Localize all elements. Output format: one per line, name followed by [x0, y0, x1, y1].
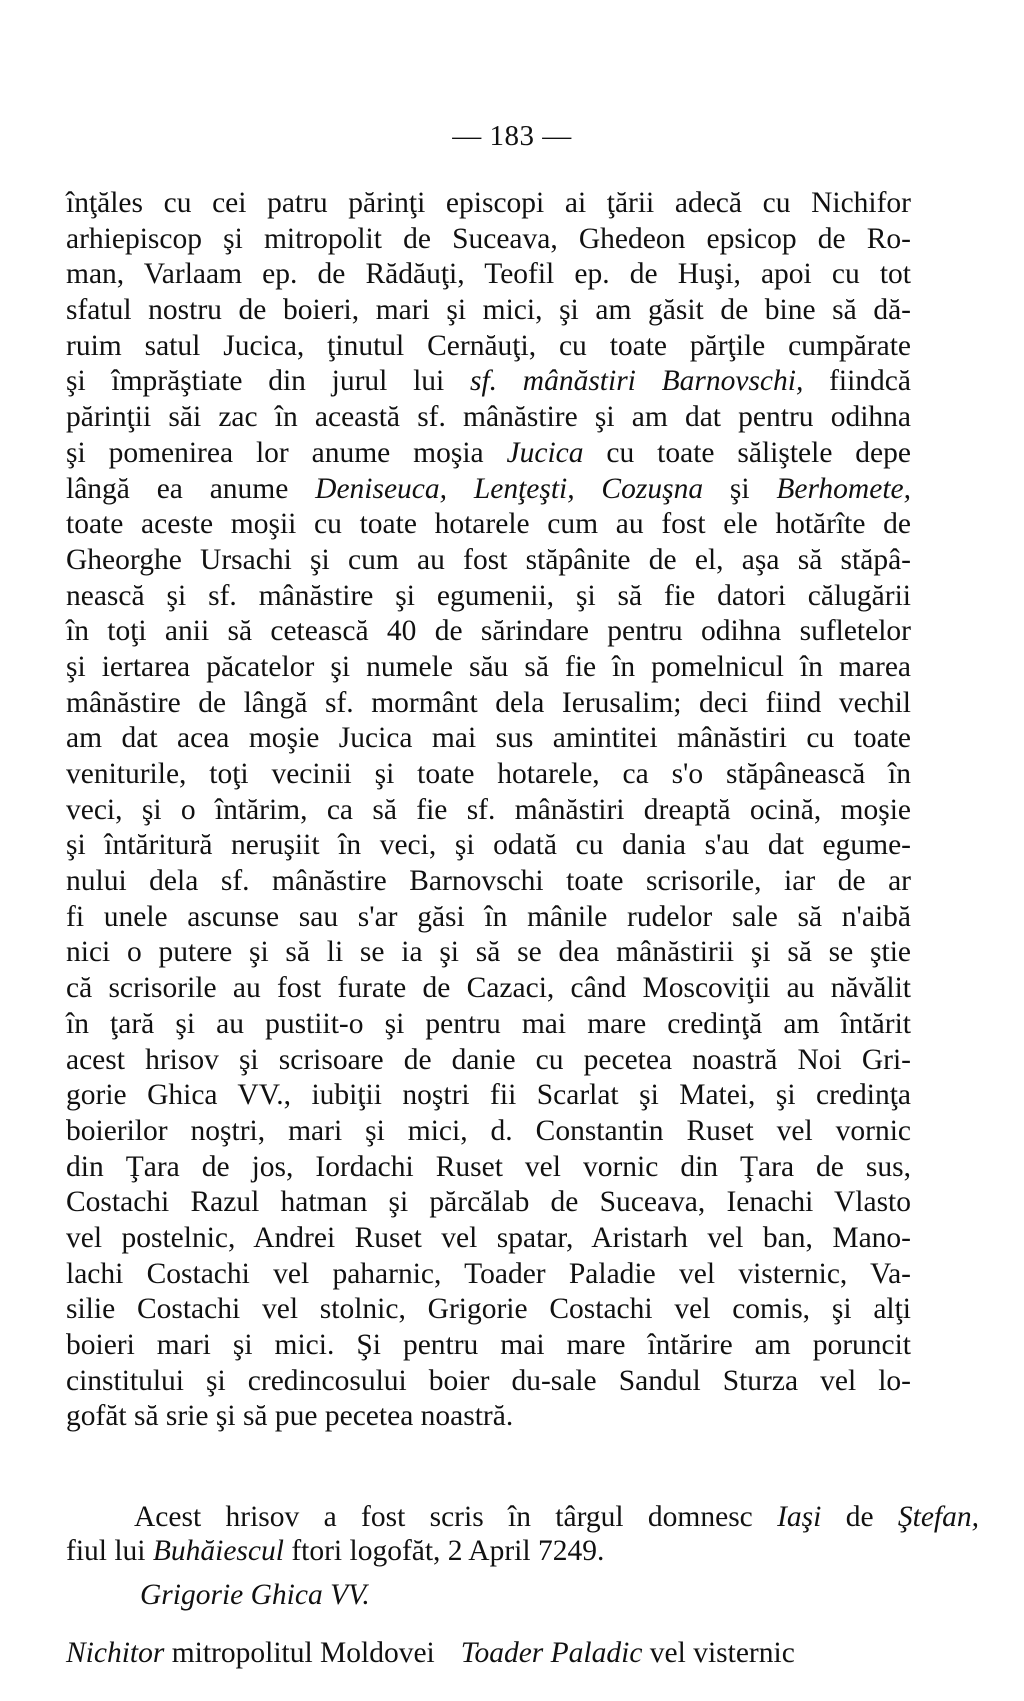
- body-text-line: ruim satul Jucica, ţinutul Cernăuţi, cu toate părţile cumpărate: [66, 329, 911, 362]
- body-text-line: veniturile, toţi vecinii şi toate hotarele, ca s'o stăpânească în: [66, 758, 911, 790]
- body-text-line: gorie Ghica VV., iubiţii noştri fii Scarlat şi Matei, şi credinţa: [66, 1079, 911, 1112]
- body-text-line: nului dela sf. mânăstire Barnovschi toate scrisorile, iar de ar: [66, 865, 911, 898]
- body-text-line: şi pomenirea lor anume moşia Jucica cu toate săliştele depe: [66, 436, 911, 469]
- metropolitan-title: mitropolitul Moldovei: [171, 1637, 435, 1669]
- colophon-line: Acest hrisov a fost scris în târgul domnesc Iaşi de Ştefan,: [134, 1501, 979, 1533]
- body-text-line: şi împrăştiate din jurul lui sf. mânăstiri Barnovschi, fiindcă: [66, 365, 911, 398]
- body-text-line: veci, şi o întărim, ca să fie sf. mânăstiri dreaptă ocină, moşie: [66, 793, 911, 826]
- body-text-line: în ţară şi au pustiit-o şi pentru mai mare credinţă am întărit: [66, 1007, 911, 1040]
- body-text-line: Costachi Razul hatman şi părcălab de Suceava, Ienachi Vlasto: [66, 1186, 911, 1219]
- main-text: [66, 186, 911, 1435]
- body-text-line: vel postelnic, Andrei Ruset vel spatar, Aristarh vel ban, Mano-: [66, 1221, 911, 1254]
- body-text-line: am dat acea moşie Jucica mai sus amintitei mânăstiri cu toate: [66, 722, 911, 755]
- body-text-line: boierilor noştri, mari şi mici, d. Constantin Ruset vel vornic: [66, 1114, 911, 1147]
- body-text-line: cinstitului şi credincosului boier du-sale Sandul Sturza vel lo-: [66, 1364, 911, 1397]
- body-text-line: lângă ea anume Deniseuca, Lenţeşti, Cozuşna şi Berhomete,: [66, 472, 911, 505]
- body-text-line: şi iertarea păcatelor şi numele său să fie în pomelnicul în marea: [66, 650, 911, 683]
- body-text-line: în toţi anii să cetească 40 de sărindare pentru odihna sufletelor: [66, 615, 911, 648]
- body-text-line: mânăstire de lângă sf. mormânt dela Ierusalim; deci fiind vechil: [66, 686, 911, 719]
- body-text-line: că scrisorile au fost furate de Cazaci, când Moscoviţii au năvălit: [66, 972, 911, 1005]
- body-text-line: gofăt să srie şi să pue pecetea noastră.: [66, 1400, 514, 1433]
- body-text-line: sfatul nostru de boieri, mari şi mici, şi am găsit de bine să dă-: [66, 294, 911, 327]
- metropolitan-name: Nichitor: [66, 1637, 165, 1669]
- body-text-line: silie Costachi vel stolnic, Grigorie Costachi vel comis, şi alţi: [66, 1293, 911, 1326]
- body-text-line: nici o putere şi să li se ia şi să se dea mânăstirii şi să se ştie: [66, 936, 911, 969]
- body-text-line: lachi Costachi vel paharnic, Toader Paladie vel visternic, Va-: [66, 1257, 911, 1290]
- body-text-line: Gheorghe Ursachi şi cum au fost stăpânite de el, aşa să stăpâ-: [66, 543, 911, 576]
- treasurer-name: Toader Paladic: [460, 1637, 643, 1669]
- body-text-line: man, Varlaam ep. de Rădăuţi, Teofil ep. de Huşi, apoi cu tot: [66, 258, 911, 291]
- prince-name: Grigorie Ghica VV.: [140, 1579, 370, 1611]
- body-text-line: înţăles cu cei patru părinţi episcopi ai ţării adecă cu Nichifor: [66, 187, 911, 219]
- body-text-line: şi întăritură neruşiit în veci, şi odată cu dania s'au dat egume-: [66, 829, 911, 862]
- body-text-line: nească şi sf. mânăstire şi egumenii, şi să fie datori călugării: [66, 579, 911, 612]
- body-text-line: fi unele ascunse sau s'ar găsi în mânile rudelor sale să n'aibă: [66, 900, 911, 933]
- signature-line: [66, 1637, 795, 1670]
- treasurer-title: vel visternic: [649, 1637, 795, 1669]
- body-text-line: din Ţara de jos, Iordachi Ruset vel vornic din Ţara de sus,: [66, 1150, 911, 1183]
- colophon: [66, 1500, 979, 1568]
- signature-prince: [140, 1579, 370, 1612]
- colophon-line: fiul lui Buhăiescul ftori logofăt, 2 April 7249.: [66, 1535, 605, 1567]
- page-number: — 183 —: [452, 120, 572, 152]
- body-text-line: părinţii săi zac în această sf. mânăstire şi am dat pentru odihna: [66, 401, 911, 434]
- body-text-line: toate aceste moşii cu toate hotarele cum au fost ele hotărîte de: [66, 508, 911, 541]
- body-text-line: arhiepiscop şi mitropolit de Suceava, Ghedeon epsicop de Ro-: [66, 222, 911, 255]
- body-text-line: acest hrisov şi scrisoare de danie cu pecetea noastră Noi Gri-: [66, 1043, 911, 1076]
- body-text-line: boieri mari şi mici. Şi pentru mai mare întărire am poruncit: [66, 1329, 911, 1361]
